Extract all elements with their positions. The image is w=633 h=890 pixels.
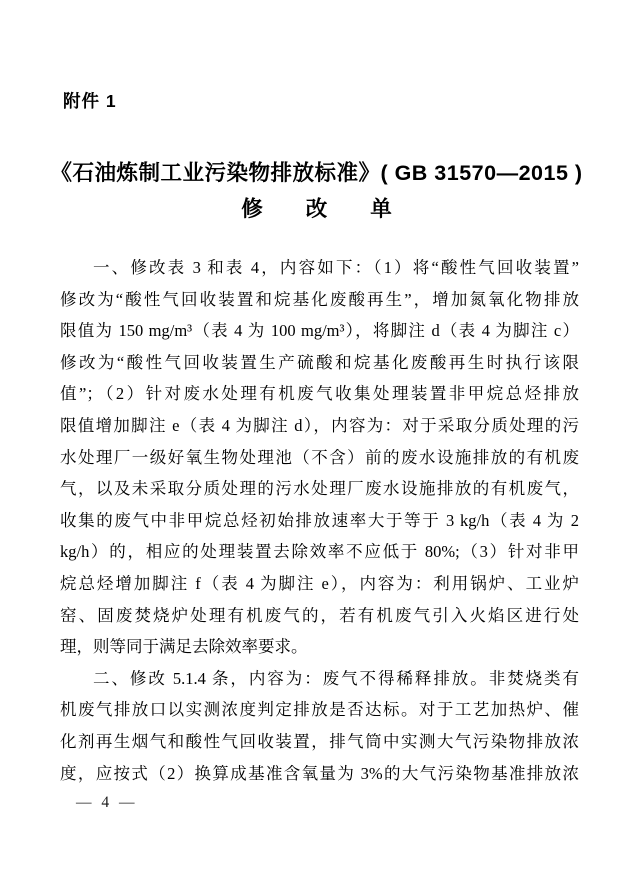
body-line: 值”；（2）针对废水处理有机废气收集处理装置非甲烷总烃排放 xyxy=(60,384,579,404)
body-line: 水处理厂一级好氧生物处理池（不含）前的废水设施排放的有机废 xyxy=(60,447,579,467)
body-line: 修改为“酸性气回收装置和烷基化废酸再生”，增加氮氧化物排放 xyxy=(60,289,579,309)
body-line: 度，应按式（2）换算成基准含氧量为 3%的大气污染物基准排放浓 xyxy=(60,763,579,783)
body-line: 窑、固废焚烧炉处理有机废气的，若有机废气引入火焰区进行处 xyxy=(60,605,579,625)
body-line: 修改为“酸性气回收装置生产硫酸和烷基化废酸再生时执行该限 xyxy=(60,352,579,372)
body-line: 二、修改 5.1.4 条，内容为：废气不得稀释排放。非焚烧类有 xyxy=(93,668,579,688)
body-line: 限值增加脚注 e（表 4 为脚注 d），内容为：对于采取分质处理的污 xyxy=(60,415,579,435)
attachment-label: 附件 1 xyxy=(63,91,117,111)
document-body xyxy=(60,252,579,789)
body-line: 化剂再生烟气和酸性气回收装置，排气筒中实测大气污染物排放浓 xyxy=(60,731,579,751)
body-line: 理，则等同于满足去除效率要求。 xyxy=(60,637,308,657)
body-line: 一、修改表 3 和表 4，内容如下：（1）将“酸性气回收装置” xyxy=(93,258,579,277)
body-line: 收集的废气中非甲烷总烃初始排放速率大于等于 3 kg/h（表 4 为 2 xyxy=(60,510,579,530)
body-line: 烷总烃增加脚注 f（表 4 为脚注 e），内容为：利用锅炉、工业炉 xyxy=(60,573,579,593)
body-line: 气，以及未采取分质处理的污水处理厂废水设施排放的有机废气， xyxy=(60,479,579,499)
document-title-line2: 修 改 单 xyxy=(241,197,392,221)
page-number: — 4 — xyxy=(76,794,138,811)
body-line: 机废气排放口以实测浓度判定排放是否达标。对于工艺加热炉、催 xyxy=(60,700,579,720)
body-line: kg/h）的，相应的处理装置去除效率不应低于 80%;（3）针对非甲 xyxy=(60,542,579,562)
document-title xyxy=(0,158,633,224)
document-title-line1: 《石油炼制工业污染物排放标准》( GB 31570—2015 ) xyxy=(50,161,583,185)
body-line: 限值为 150 mg/m³（表 4 为 100 mg/m³），将脚注 d（表 4 为脚注 c） xyxy=(60,321,579,341)
